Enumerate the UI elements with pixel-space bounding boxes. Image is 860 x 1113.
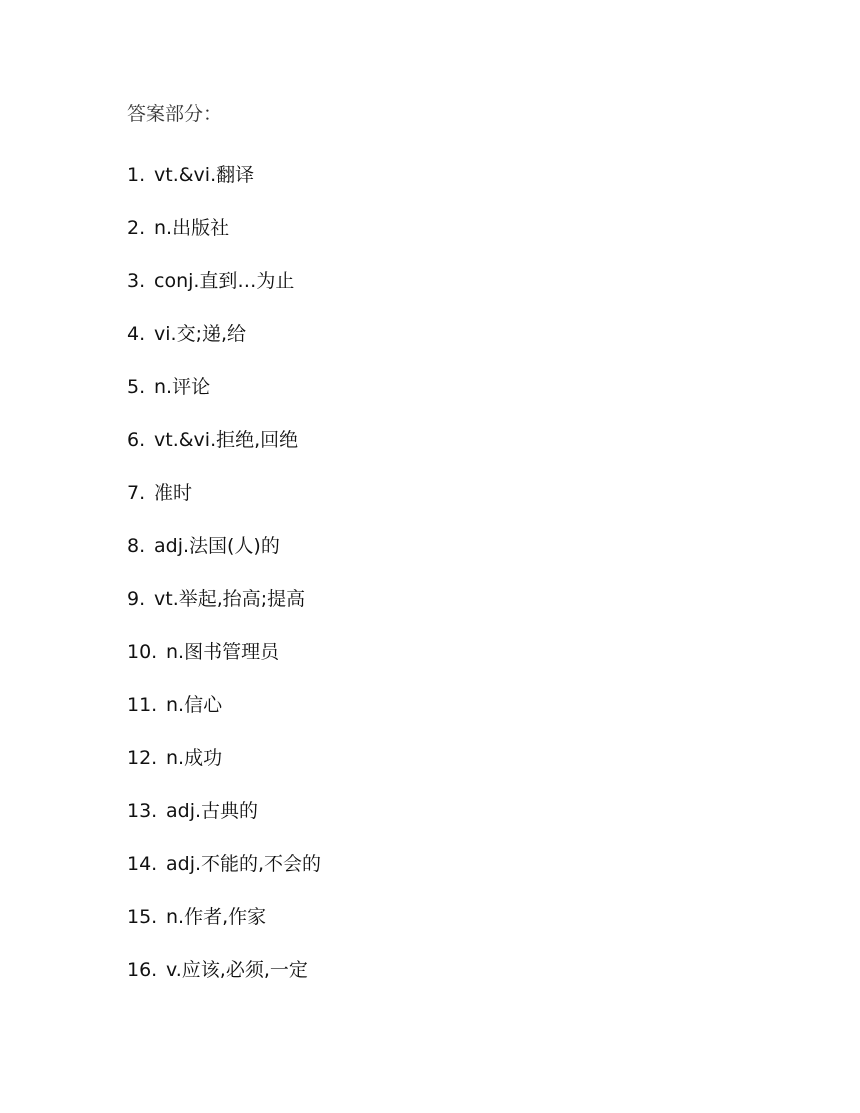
answer-text: vt.举起,抬高;提高: [154, 587, 306, 610]
answer-text: 准时: [154, 481, 193, 504]
answer-text: n.信心: [166, 693, 223, 716]
answer-text: n.出版社: [154, 216, 230, 239]
answer-item: [127, 731, 321, 784]
answer-text: adj.古典的: [166, 799, 259, 822]
answer-number: 9.: [127, 587, 146, 610]
answer-number: 2.: [127, 216, 146, 239]
answer-item: [127, 307, 321, 360]
answer-item: [127, 943, 321, 996]
answer-text: v.应该,必须,一定: [166, 958, 308, 981]
answer-number: 16.: [127, 958, 158, 981]
answer-item: [127, 466, 321, 519]
answer-number: 3.: [127, 269, 146, 292]
answer-text: vi.交;递,给: [154, 322, 247, 345]
answer-text: n.成功: [166, 746, 223, 769]
answer-text: n.评论: [154, 375, 211, 398]
answer-number: 10.: [127, 640, 158, 663]
answer-number: 14.: [127, 852, 158, 875]
answer-item: [127, 360, 321, 413]
answer-text: n.作者,作家: [166, 905, 267, 928]
answer-text: conj.直到…为止: [154, 269, 295, 292]
answer-number: 11.: [127, 693, 158, 716]
answer-item: [127, 254, 321, 307]
answer-number: 1.: [127, 163, 146, 186]
answer-item: [127, 519, 321, 572]
answer-text: vt.&vi.拒绝,回绝: [154, 428, 299, 451]
answer-item: [127, 678, 321, 731]
answer-text: adj.法国(人)的: [154, 534, 280, 557]
answer-number: 6.: [127, 428, 146, 451]
answer-item: [127, 890, 321, 943]
answer-number: 13.: [127, 799, 158, 822]
answer-number: 12.: [127, 746, 158, 769]
answer-item: [127, 413, 321, 466]
answer-number: 4.: [127, 322, 146, 345]
answer-text: vt.&vi.翻译: [154, 163, 255, 186]
answer-list: [127, 148, 321, 996]
answer-item: [127, 201, 321, 254]
answer-text: adj.不能的,不会的: [166, 852, 322, 875]
answer-number: 5.: [127, 375, 146, 398]
answer-section-heading: 答案部分：: [127, 103, 223, 125]
answer-item: [127, 572, 321, 625]
answer-item: [127, 837, 321, 890]
answer-number: 7.: [127, 481, 146, 504]
answer-item: [127, 148, 321, 201]
answer-number: 15.: [127, 905, 158, 928]
answer-item: [127, 625, 321, 678]
answer-number: 8.: [127, 534, 146, 557]
answer-text: n.图书管理员: [166, 640, 280, 663]
answer-item: [127, 784, 321, 837]
